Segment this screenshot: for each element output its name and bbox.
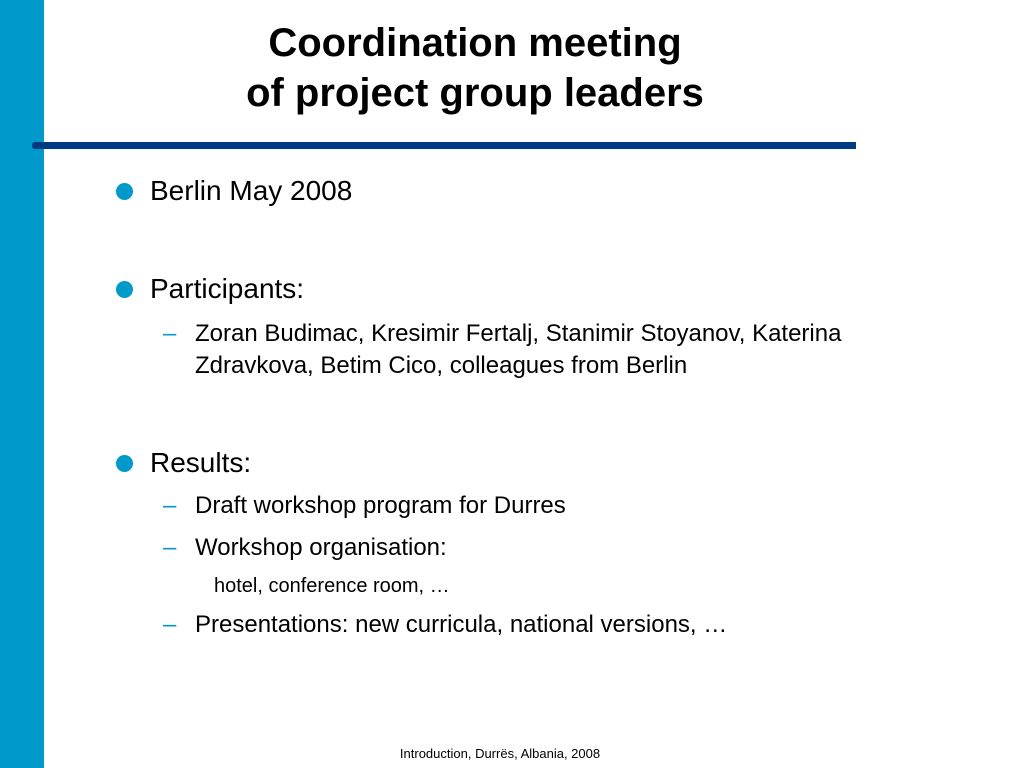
bullet-participants: Participants: (150, 273, 305, 304)
dash-icon: – (163, 492, 177, 519)
participants-line-2: Zdravkova, Betim Cico, colleagues from Berlin (195, 352, 688, 379)
bullet-results: Results: (150, 447, 252, 478)
bullet-dot-icon (116, 455, 133, 472)
result-workshop-organisation: Workshop organisation: (195, 534, 447, 561)
dash-icon: – (163, 611, 177, 638)
participants-line-1: Zoran Budimac, Kresimir Fertalj, Stanimir Stoyanov, Katerina (195, 320, 842, 347)
bullet-dot-icon (116, 183, 133, 200)
bullet-berlin: Berlin May 2008 (150, 175, 353, 206)
result-draft-program: Draft workshop program for Durres (195, 492, 566, 519)
dash-icon: – (163, 320, 177, 347)
footer-text: Introduction, Durrës, Albania, 2008 (399, 746, 601, 761)
participants-list (195, 318, 985, 382)
result-organisation-detail: hotel, conference room, … (214, 575, 450, 597)
result-presentations: Presentations: new curricula, national versions, … (195, 611, 728, 638)
slide-footer (0, 745, 1024, 763)
title-line-2: of project group leaders (246, 71, 704, 115)
dash-icon: – (163, 534, 177, 561)
title-line-1: Coordination meeting (268, 21, 682, 65)
bullet-dot-icon (116, 281, 133, 298)
